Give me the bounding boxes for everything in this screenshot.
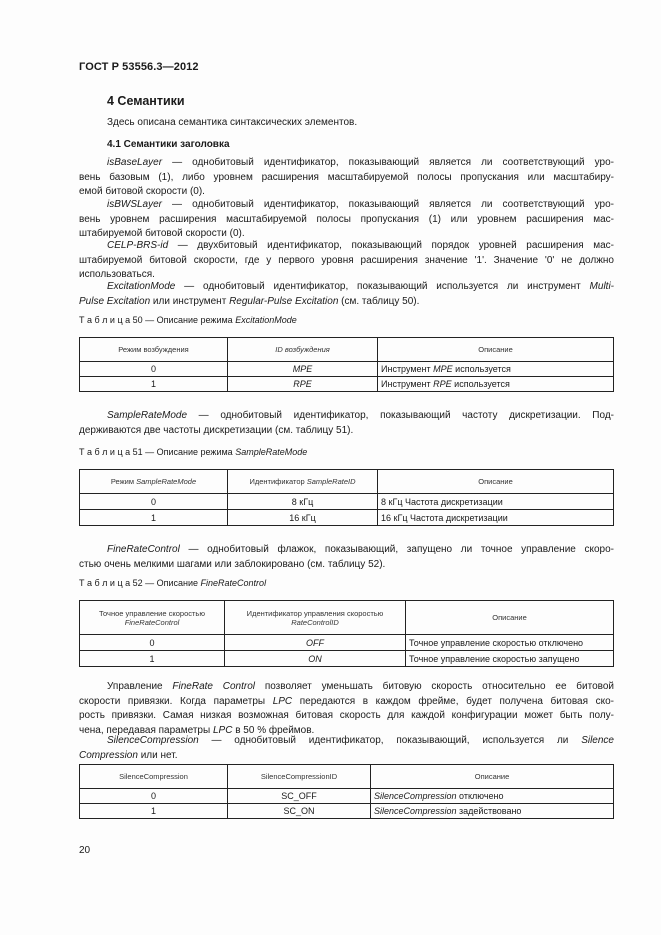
table-row: 1 SC_ON SilenceCompression задействовано — [80, 804, 614, 819]
table-52-caption: Т а б л и ц а 52 — Описание FineRateControl — [79, 578, 267, 588]
table-header-cell: ID возбуждения — [228, 338, 378, 362]
definition-celp-brs-id: CELP-BRS-id — двухбитовый идентификатор, показывающий порядок уровней расширения мас- штабируемой битовой скорости, где у первого уровня расширения значение '1'. Значение '0' не должно использоваться. — [79, 240, 614, 280]
table-header-cell: Описание — [378, 470, 614, 494]
section-title: 4 Семантики — [107, 94, 185, 108]
table-52 — [79, 600, 614, 667]
table-silence-compression — [79, 764, 614, 819]
table-header-cell: Точное управление скоростью FineRateControl — [80, 601, 225, 635]
table-row: 0 8 кГц 8 кГц Частота дискретизации — [80, 494, 614, 510]
table-50 — [79, 337, 614, 392]
table-row: 1 ON Точное управление скоростью запущено — [80, 651, 614, 667]
table-header-cell: Описание — [378, 338, 614, 362]
definition-excitationmode: ExcitationMode — однобитовый идентификатор, показывающий используется ли инструмент Multi- Pulse Excitation или инструмент Regular-Pulse Excitation (см. таблицу 50). — [79, 281, 614, 307]
table-header-cell: Режим SampleRateMode — [80, 470, 228, 494]
page-number: 20 — [79, 845, 91, 856]
table-row: 1 RPE Инструмент RPE используется — [80, 377, 614, 392]
definition-finerate-control: FineRateControl — однобитовый флажок, показывающий, запущено ли точное управление скоро- стью очень мелкими шагами или заблокировано (см. таблицу 52). — [79, 544, 614, 570]
subsection-title: 4.1 Семантики заголовка — [107, 139, 230, 150]
table-header-cell: Описание — [371, 765, 614, 789]
table-header-cell: SilenceCompressionID — [228, 765, 371, 789]
table-51-caption: Т а б л и ц а 51 — Описание режима SampleRateMode — [79, 447, 308, 457]
definition-sampleratemode: SampleRateMode — однобитовый идентификатор, показывающий частоту дискретизации. Под- держиваются две частоты дискретизации (см. таблицу 51). — [79, 410, 614, 436]
intro-paragraph: Здесь описана семантика синтаксических элементов. — [107, 117, 358, 128]
table-header-cell: Идентификатор управления скоростью RateControlID — [225, 601, 406, 635]
finerate-control-paragraph: Управление FineRate Control позволяет уменьшать битовую скорость относительно ее битовой скорости привязки. Когда параметры LPC передаются в каждом фрейме, будет получена битовая ско- рость привязки. Самая низкая возможная битовая скорость для каждой конфигурации может быть полу- чена, передавая параметры LPC в 50 % фреймов. — [79, 681, 615, 736]
definition-silencecompression: SilenceCompression — однобитовый идентификатор, показывающий, используется ли Silence Compression или нет. — [79, 735, 614, 761]
table-51 — [79, 469, 614, 526]
definition-isbwslayer: isBWSLayer — однобитовый идентификатор, показывающий является ли соответствующий уро- вень уровнем расширения масштабируемой полосы пропускания (1) или уровнем расширения мас- штабируемой битовой скорости (0). — [79, 199, 614, 239]
table-header-cell: Режим возбуждения — [80, 338, 228, 362]
table-row: 0 OFF Точное управление скоростью отключено — [80, 635, 614, 651]
table-50-caption: Т а б л и ц а 50 — Описание режима ExcitationMode — [79, 315, 297, 325]
table-header-cell: Описание — [406, 601, 614, 635]
definition-isbaselayer: isBaseLayer — однобитовый идентификатор, показывающий является ли соответствующий уро- вень базовым (1), либо уровнем расширения масштабируемой полосы пропускания или масштабиру- емой битовой скорости (0). — [79, 157, 614, 197]
table-row: 0 SC_OFF SilenceCompression отключено — [80, 789, 614, 804]
document-header: ГОСТ Р 53556.3—2012 — [79, 61, 199, 73]
table-header-cell: SilenceCompression — [80, 765, 228, 789]
table-row: 1 16 кГц 16 кГц Частота дискретизации — [80, 510, 614, 526]
table-header-cell: Идентификатор SampleRateID — [228, 470, 378, 494]
table-row: 0 MPE Инструмент MPE используется — [80, 362, 614, 377]
